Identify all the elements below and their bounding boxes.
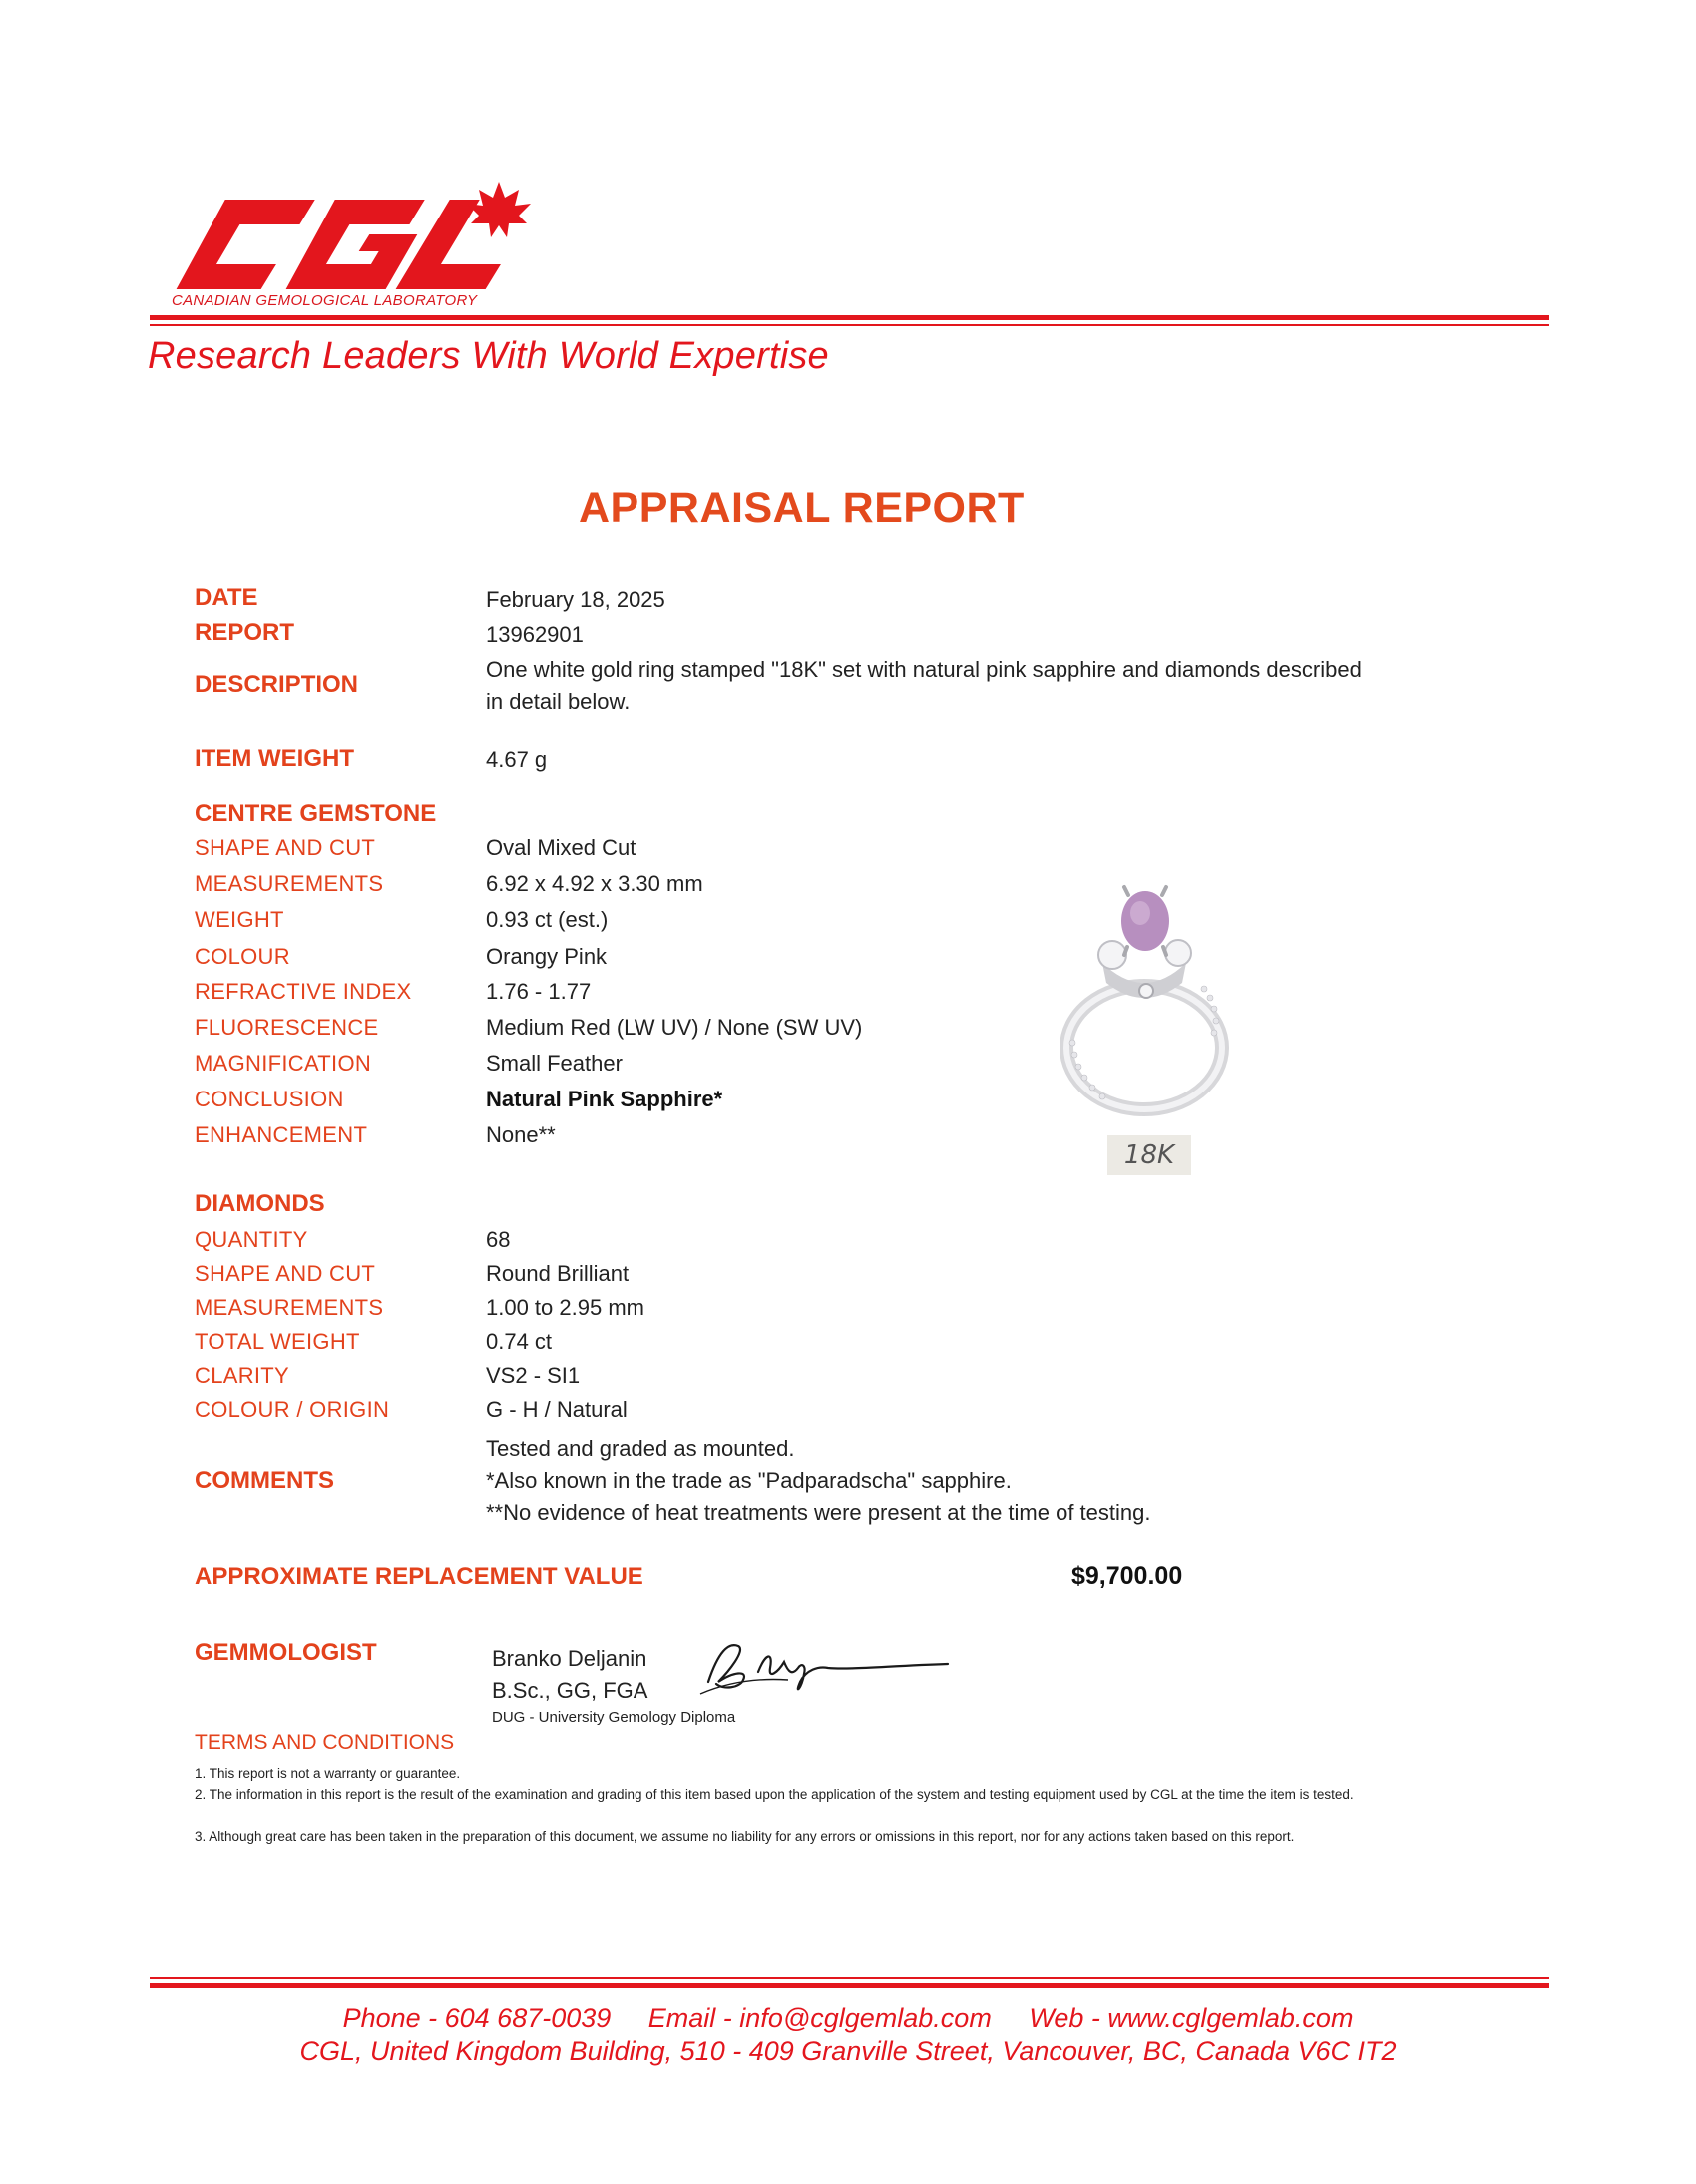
stamp-photo: 18K — [1107, 1135, 1191, 1175]
gem-row-label: WEIGHT — [195, 907, 284, 932]
replacement-value-amount: $9,700.00 — [1071, 1562, 1183, 1590]
header-rule-thin — [150, 324, 1549, 326]
centre-gemstone-heading: CENTRE GEMSTONE — [195, 800, 437, 827]
gem-row-label: MAGNIFICATION — [195, 1051, 372, 1076]
footer-rule-thin — [150, 1977, 1549, 1979]
gemmologist-name: Branko Deljanin — [492, 1646, 647, 1671]
date-value: February 18, 2025 — [486, 587, 665, 612]
diamond-row-value: Round Brilliant — [486, 1261, 630, 1286]
comment-line: **No evidence of heat treatments were present at the time of testing. — [486, 1500, 1151, 1525]
item-weight-label: ITEM WEIGHT — [195, 745, 354, 772]
gem-row-value: 0.93 ct (est.) — [486, 907, 609, 932]
gem-row-value: Medium Red (LW UV) / None (SW UV) — [486, 1015, 863, 1040]
logo-subtitle: CANADIAN GEMOLOGICAL LABORATORY — [172, 292, 478, 309]
diamond-row-value: 1.00 to 2.95 mm — [486, 1295, 644, 1320]
gem-row-value: 1.76 - 1.77 — [486, 979, 592, 1004]
diamond-row-value: G - H / Natural — [486, 1397, 628, 1422]
footer-contact: Phone - 604 687-0039 Email - info@cglgemlab.com Web - www.cglgemlab.com — [342, 2003, 1354, 2033]
report-value: 13962901 — [486, 622, 584, 647]
gem-row-value: Orangy Pink — [486, 944, 608, 969]
signature — [688, 1632, 958, 1702]
diamonds-heading: DIAMONDS — [195, 1190, 325, 1217]
diamond-row-label: SHAPE AND CUT — [195, 1261, 376, 1286]
gem-row-label: COLOUR — [195, 944, 290, 969]
description-value: One white gold ring stamped "18K" set with natural pink sapphire and diamonds described in detail below. — [486, 657, 1362, 714]
diamond-row-value: VS2 - SI1 — [486, 1363, 581, 1388]
footer-address: CGL, United Kingdom Building, 510 - 409 Granville Street, Vancouver, BC, Canada V6C IT2 — [299, 2036, 1397, 2066]
footer-rule-thick — [150, 1983, 1549, 1988]
gem-row-value: 6.92 x 4.92 x 3.30 mm — [486, 871, 703, 896]
gem-row-label: REFRACTIVE INDEX — [195, 979, 412, 1004]
diamond-row-label: COLOUR / ORIGIN — [195, 1397, 390, 1422]
gemmologist-label: GEMMOLOGIST — [195, 1639, 377, 1666]
terms-title: TERMS AND CONDITIONS — [195, 1731, 455, 1754]
comment-line: *Also known in the trade as "Padparadscha" sapphire. — [486, 1468, 1012, 1493]
gemmologist-credentials: B.Sc., GG, FGA — [492, 1678, 648, 1703]
gem-row-label: ENHANCEMENT — [195, 1122, 368, 1147]
diamond-row-label: MEASUREMENTS — [195, 1295, 384, 1320]
diamond-row-label: QUANTITY — [195, 1227, 308, 1252]
diamond-row-label: CLARITY — [195, 1363, 290, 1388]
ring-photo — [1033, 843, 1232, 1162]
comments-label: COMMENTS — [195, 1467, 334, 1494]
header-rule-thick — [150, 315, 1549, 320]
gem-row-label: MEASUREMENTS — [195, 871, 384, 896]
gem-row-label: SHAPE AND CUT — [195, 835, 376, 860]
item-weight-value: 4.67 g — [486, 747, 548, 772]
gem-row-value: Oval Mixed Cut — [486, 835, 636, 860]
gem-row-label: FLUORESCENCE — [195, 1015, 379, 1040]
comment-line: Tested and graded as mounted. — [486, 1436, 795, 1461]
gem-row-label: CONCLUSION — [195, 1087, 344, 1111]
gem-row-value: Natural Pink Sapphire* — [486, 1087, 723, 1111]
report-label: REPORT — [195, 619, 295, 646]
diamond-row-value: 68 — [486, 1227, 511, 1252]
gemmologist-note: DUG - University Gemology Diploma — [492, 1709, 736, 1726]
gem-row-value: Small Feather — [486, 1051, 623, 1076]
terms-item: 2. The information in this report is the result of the examination and grading of this item based upon the application of the system and testing equipment used by CGL at the time the item is tested. — [195, 1787, 1354, 1802]
terms-item: 3. Although great care has been taken in the preparation of this document, we assume no liability for any errors or omissions in this report, nor for any actions taken based on this report. — [195, 1829, 1295, 1844]
page-title: APPRAISAL REPORT — [579, 484, 1025, 532]
replacement-value-label: APPROXIMATE REPLACEMENT VALUE — [195, 1563, 643, 1590]
date-label: DATE — [195, 584, 258, 611]
tagline: Research Leaders With World Expertise — [148, 335, 829, 377]
description-label: DESCRIPTION — [195, 671, 359, 698]
diamond-row-label: TOTAL WEIGHT — [195, 1329, 360, 1354]
diamond-row-value: 0.74 ct — [486, 1329, 553, 1354]
gem-row-value: None** — [486, 1122, 556, 1147]
terms-item: 1. This report is not a warranty or guarantee. — [195, 1766, 461, 1781]
